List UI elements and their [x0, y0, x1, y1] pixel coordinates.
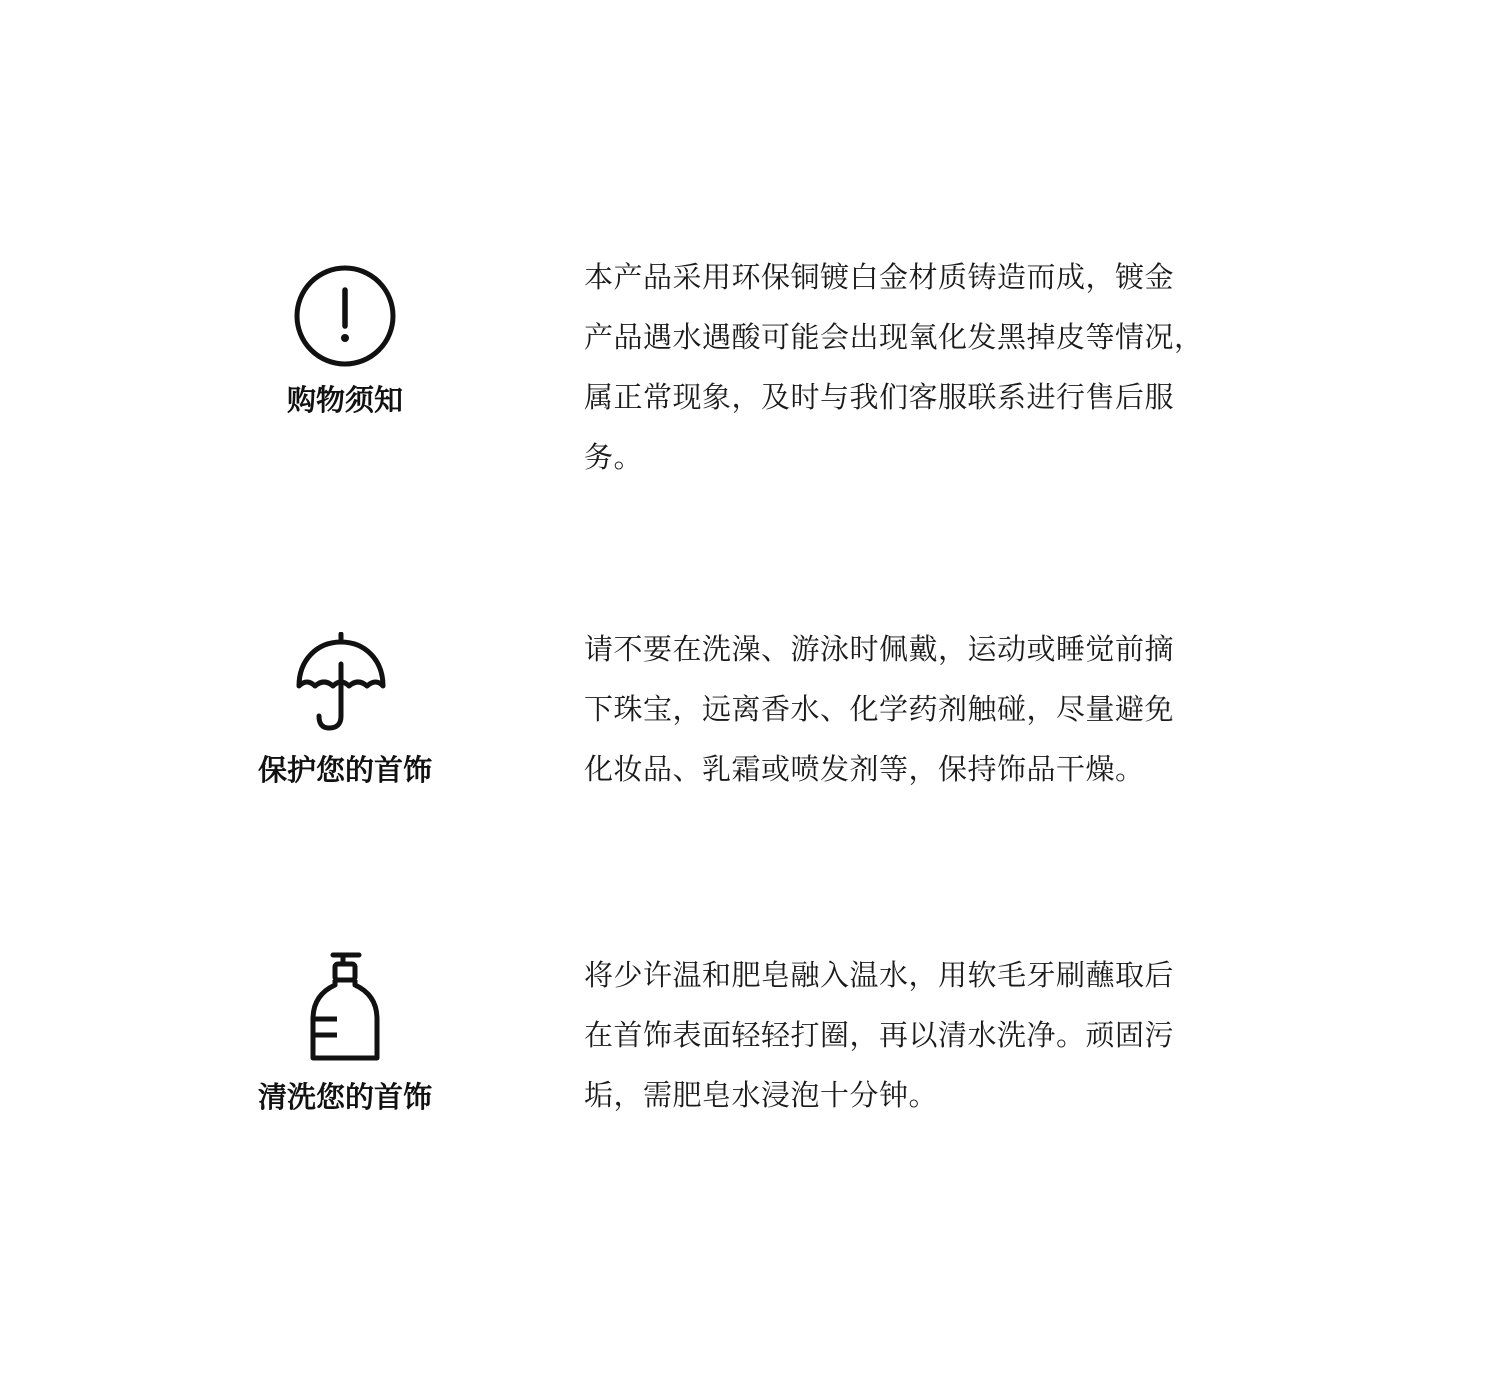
protect-jewelry-label: 保护您的首饰 [257, 753, 432, 787]
text-line: 垢，需肥皂水浸泡十分钟。 [584, 1078, 939, 1112]
exclamation-circle-icon [293, 264, 397, 368]
shopping-notice-heading [225, 264, 465, 420]
clean-jewelry-heading [225, 951, 465, 1117]
text-line: 在首饰表面轻轻打圈，再以清水洗净。顽固污 [584, 1018, 1175, 1052]
text-line: 下珠宝，远离香水、化学药剂触碰，尽量避免 [584, 692, 1175, 726]
text-line: 请不要在洗澡、游泳时佩戴，运动或睡觉前摘 [584, 632, 1175, 666]
text-line: 产品遇水遇酸可能会出现氧化发黑掉皮等情况， [584, 320, 1204, 354]
text-line: 务。 [584, 440, 644, 474]
text-line: 属正常现象，及时与我们客服联系进行售后服 [584, 380, 1175, 414]
text-line: 本产品采用环保铜镀白金材质铸造而成，镀金 [584, 260, 1175, 294]
shopping-notice-text [584, 247, 1244, 487]
clean-jewelry-label: 清洗您的首饰 [257, 1080, 432, 1114]
soap-bottle-icon [309, 951, 381, 1063]
clean-jewelry-text [584, 945, 1244, 1125]
protect-jewelry-heading [225, 632, 465, 790]
text-line: 化妆品、乳霜或喷发剂等，保持饰品干燥。 [584, 752, 1145, 786]
shopping-notice-label: 购物须知 [286, 383, 403, 417]
protect-jewelry-text [584, 619, 1244, 799]
text-line: 将少许温和肥皂融入温水，用软毛牙刷蘸取后 [584, 958, 1175, 992]
umbrella-icon [295, 632, 395, 734]
